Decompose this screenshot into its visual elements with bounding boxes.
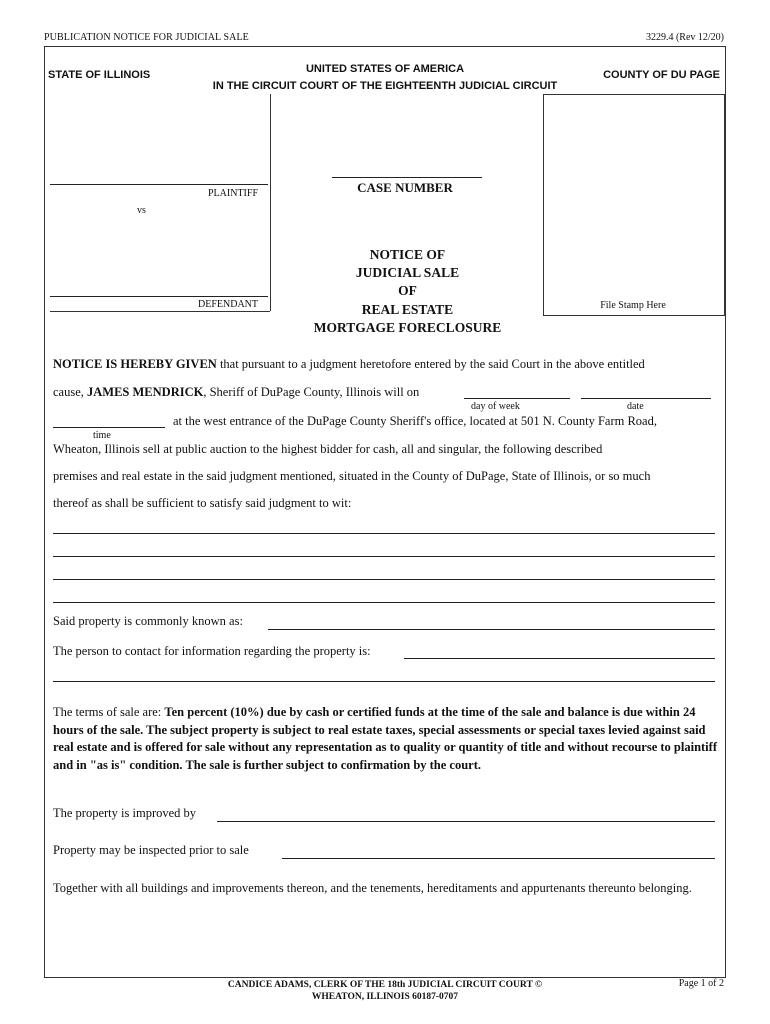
notice-line-2 [53, 385, 419, 400]
date-label: date [627, 401, 644, 412]
cause-prefix: cause, [53, 385, 88, 399]
terms-prefix: The terms of sale are: [53, 705, 165, 719]
title-line: JUDICIAL SALE [355, 265, 460, 281]
sheriff-name: JAMES MENDRICK [87, 385, 204, 399]
form-title: PUBLICATION NOTICE FOR JUDICIAL SALE [44, 32, 249, 43]
terms-paragraph [53, 704, 717, 774]
legal-description-line[interactable] [53, 533, 715, 534]
case-number-label: CASE NUMBER [357, 180, 453, 195]
plaintiff-label: PLAINTIFF [208, 188, 259, 199]
contact-field[interactable] [404, 658, 715, 659]
contact-label: The person to contact for information regarding the property is: [53, 644, 371, 658]
circuit-label: IN THE CIRCUIT COURT OF THE EIGHTEENTH JUDICIAL CIRCUIT [212, 80, 558, 92]
legal-description-line[interactable] [53, 579, 715, 580]
title-line: OF [398, 283, 417, 299]
form-code: 3229.4 (Rev 12/20) [645, 32, 724, 43]
clerk-line-2: WHEATON, ILLINOIS 60187-0707 [311, 992, 459, 1002]
improved-label: The property is improved by [53, 806, 197, 820]
notice-lead-bold: NOTICE IS HEREBY GIVEN [53, 357, 217, 371]
legal-description-line[interactable] [53, 556, 715, 557]
title-line: MORTGAGE FORECLOSURE [313, 319, 502, 335]
closing-paragraph: Together with all buildings and improvements thereon, and the tenements, hereditaments and appurtenants thereunto belonging. [53, 881, 692, 895]
notice-title [290, 246, 525, 337]
caption-divider-left [270, 94, 271, 311]
defendant-label: DEFENDANT [198, 299, 258, 310]
case-number-line[interactable] [332, 177, 482, 178]
clerk-line-1: CANDICE ADAMS, CLERK OF THE 18th JUDICIAL CIRCUIT COURT © [227, 980, 543, 990]
defendant-line[interactable] [50, 296, 268, 297]
time-label: time [93, 430, 111, 441]
file-stamp-box [543, 94, 725, 316]
page-number: Page 1 of 2 [678, 978, 724, 989]
inspection-label: Property may be inspected prior to sale [53, 843, 249, 857]
notice-line-5: thereof as shall be sufficient to satisfy said judgment to wit: [53, 496, 352, 510]
known-as-field[interactable] [268, 629, 715, 630]
sheriff-rest: , Sheriff of DuPage County, Illinois will on [203, 385, 420, 399]
notice-line-3: Wheaton, Illinois sell at public auction to the highest bidder for cash, all and singular, the following described [53, 442, 603, 456]
plaintiff-line[interactable] [50, 184, 268, 185]
clerk-footer [190, 979, 580, 1003]
legal-description-line[interactable] [53, 602, 715, 603]
terms-bold: Ten percent (10%) due by cash or certified funds at the time of the sale and balance is due within 24 hours of the sale. The subject property is subject to real estate taxes, special assessments or special taxes levied against said real estate and is offered for sale without any representation as to quality or quantity of title and without recourse to plaintiff and in "as is" condition. The sale is further subject to confirmation by the court. [53, 705, 717, 772]
notice-line-4: premises and real estate in the said judgment mentioned, situated in the County of DuPage, State of Illinois, or so much [53, 469, 651, 483]
location-text: at the west entrance of the DuPage County Sheriff's office, located at 501 N. County Farm Road, [173, 414, 657, 428]
date-field[interactable] [581, 398, 711, 399]
day-of-week-field[interactable] [464, 398, 570, 399]
county-label: COUNTY OF DU PAGE [603, 69, 720, 81]
notice-lead-rest: that pursuant to a judgment heretofore entered by the said Court in the above entitled [216, 357, 645, 371]
caption-bottom-left [50, 311, 270, 312]
notice-line-1 [53, 357, 645, 372]
state-label: STATE OF ILLINOIS [48, 69, 151, 81]
improved-field[interactable] [217, 821, 715, 822]
inspection-field[interactable] [282, 858, 715, 859]
contact-field-2[interactable] [53, 681, 715, 682]
known-as-label: Said property is commonly known as: [53, 614, 243, 628]
time-field[interactable] [53, 427, 165, 428]
title-line: NOTICE OF [369, 247, 446, 262]
title-line: REAL ESTATE [361, 301, 454, 317]
file-stamp-label: File Stamp Here [600, 300, 666, 311]
country-label: UNITED STATES OF AMERICA [305, 63, 465, 75]
vs-label: vs [137, 205, 146, 216]
day-of-week-label: day of week [471, 401, 520, 412]
